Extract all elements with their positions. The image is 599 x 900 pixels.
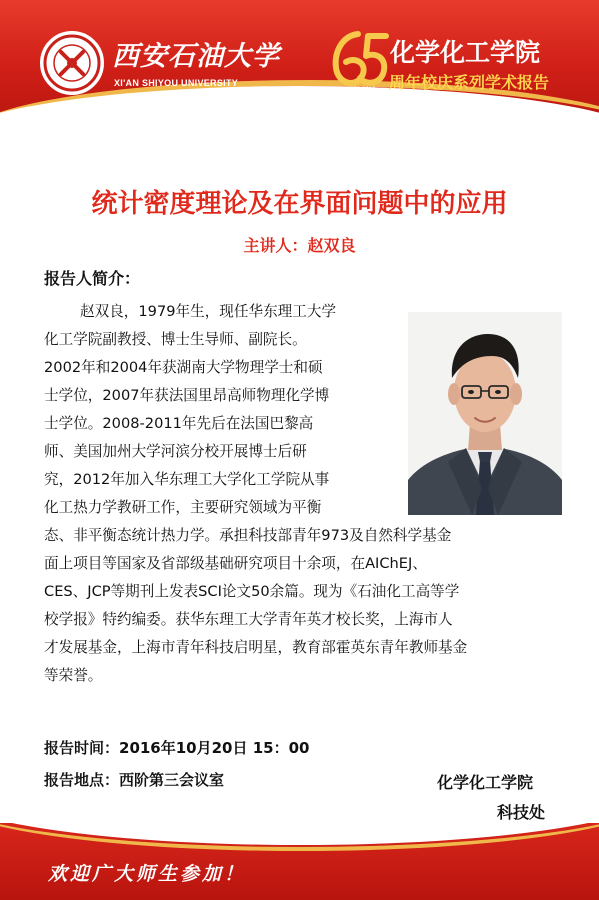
bio-line: 化工热力学教研工作，主要研究领域为平衡 bbox=[44, 499, 322, 516]
university-name-cn: 西安石油大学 bbox=[112, 41, 280, 72]
anniversary-years: 1951-2016 bbox=[346, 87, 376, 93]
lecture-time: 报告时间：2016年10月20日 15：00 bbox=[44, 739, 310, 757]
university-seal-icon bbox=[40, 31, 104, 95]
college-title: 化学化工学院 bbox=[390, 38, 541, 67]
footer-white-curve bbox=[0, 823, 599, 845]
bio-line: CES、JCP等期刊上发表SCI论文50余篇。现为《石油化工高等学 bbox=[44, 583, 460, 600]
lecture-place: 报告地点：西阶第三会议室 bbox=[44, 771, 225, 789]
bio-line: 究，2012年加入华东理工大学化工学院从事 bbox=[44, 471, 330, 488]
lecture-series-title: 周年校庆系列学术报告 bbox=[389, 73, 550, 92]
bio-heading: 报告人简介： bbox=[44, 269, 141, 288]
bio-line: 校学报》特约编委。获华东理工大学青年英才校长奖，上海市人 bbox=[44, 611, 453, 628]
bio-line: 师、美国加州大学河滨分校开展博士后研 bbox=[44, 443, 307, 460]
organizer-college: 化学化工学院 bbox=[437, 773, 534, 792]
speaker-photo bbox=[408, 312, 562, 515]
bio-line: 赵双良，1979年生，现任华东理工大学 bbox=[80, 303, 337, 320]
bio-line: 2002年和2004年获湖南大学物理学士和硕 bbox=[44, 359, 323, 376]
university-name-en: XI'AN SHIYOU UNIVERSITY bbox=[114, 78, 239, 88]
talk-title: 统计密度理论及在界面问题中的应用 bbox=[91, 189, 508, 219]
organizer-office: 科技处 bbox=[497, 803, 546, 822]
bio-line: 态、非平衡态统计热力学。承担科技部青年973及自然科学基金 bbox=[44, 527, 452, 544]
bio-line: 等荣誉。 bbox=[44, 667, 103, 684]
bio-line: 士学位。2008-2011年先后在法国巴黎高 bbox=[44, 415, 314, 432]
welcome-text: 欢迎广大师生参加！ bbox=[48, 863, 247, 885]
bio-line: 士学位，2007年获法国里昂高师物理化学博 bbox=[44, 387, 330, 404]
header-banner bbox=[0, 0, 599, 125]
bio-line: 面上项目等国家及省部级基础研究项目十余项，在AIChEJ、 bbox=[44, 555, 427, 572]
anniversary-65-icon bbox=[328, 26, 390, 96]
footer-banner bbox=[0, 823, 599, 900]
bio-line: 化工学院副教授、博士生导师、副院长。 bbox=[44, 331, 307, 348]
bio-line: 才发展基金，上海市青年科技启明星，教育部霍英东青年教师基金 bbox=[44, 639, 468, 656]
speaker-name: 主讲人：赵双良 bbox=[243, 236, 356, 255]
